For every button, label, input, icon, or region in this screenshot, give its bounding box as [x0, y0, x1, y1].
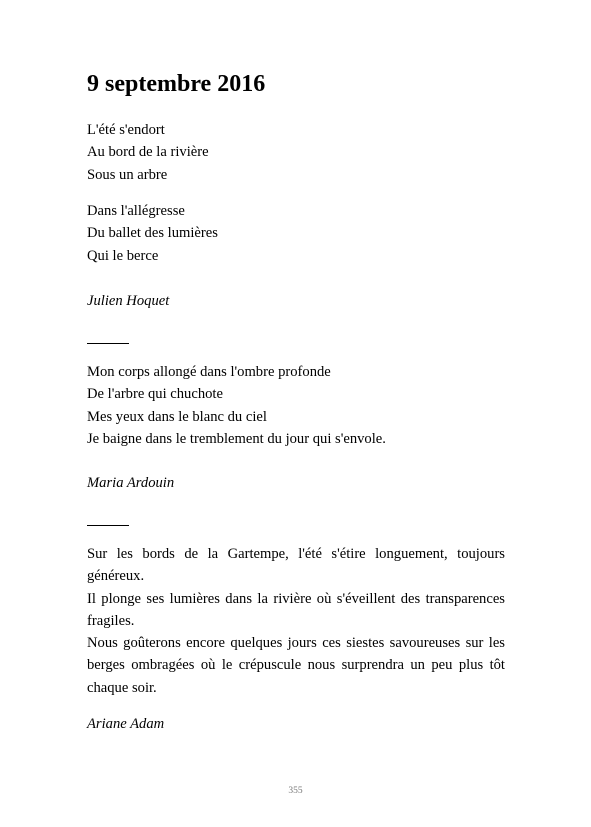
author-ariane-adam: Ariane Adam: [87, 716, 165, 732]
poem-line: Sous un arbre: [87, 166, 168, 183]
poem-line: Qui le berce: [87, 247, 159, 264]
prose-passage: [87, 543, 505, 699]
section-divider: [87, 525, 129, 526]
poem-line: Je baigne dans le tremblement du jour qui s'envole.: [87, 430, 386, 447]
author-maria-ardouin: Maria Ardouin: [87, 475, 175, 491]
poem-line: Du ballet des lumières: [87, 225, 218, 242]
poem-line: Mes yeux dans le blanc du ciel: [87, 408, 267, 425]
poem-1-stanza-2: [87, 200, 505, 267]
poem-line: De l'arbre qui chuchote: [87, 386, 223, 403]
poem-1-stanza-1: [87, 119, 505, 186]
poem-line: L'été s'endort: [87, 122, 165, 138]
prose-paragraph: Sur les bords de la Gartempe, l'été s'étire longuement, toujours généreux.: [87, 546, 505, 585]
poem-line: Mon corps allongé dans l'ombre profonde: [87, 364, 331, 380]
page-number: 355: [288, 786, 303, 796]
poem-line: Dans l'allégresse: [87, 203, 185, 219]
poem-2: [87, 361, 505, 450]
prose-paragraph: Nous goûterons encore quelques jours ces siestes savoureuses sur les berges ombragées où le crépuscule nous surprendra un peu plus tôt chaque soir.: [87, 635, 505, 696]
author-julien-hoquet: Julien Hoquet: [87, 293, 170, 309]
page-title: 9 septembre 2016: [87, 71, 266, 97]
section-divider: [87, 343, 129, 344]
prose-paragraph: Il plonge ses lumières dans la rivière où s'éveillent des transparences fragiles.: [87, 590, 505, 629]
poem-line: Au bord de la rivière: [87, 144, 209, 161]
